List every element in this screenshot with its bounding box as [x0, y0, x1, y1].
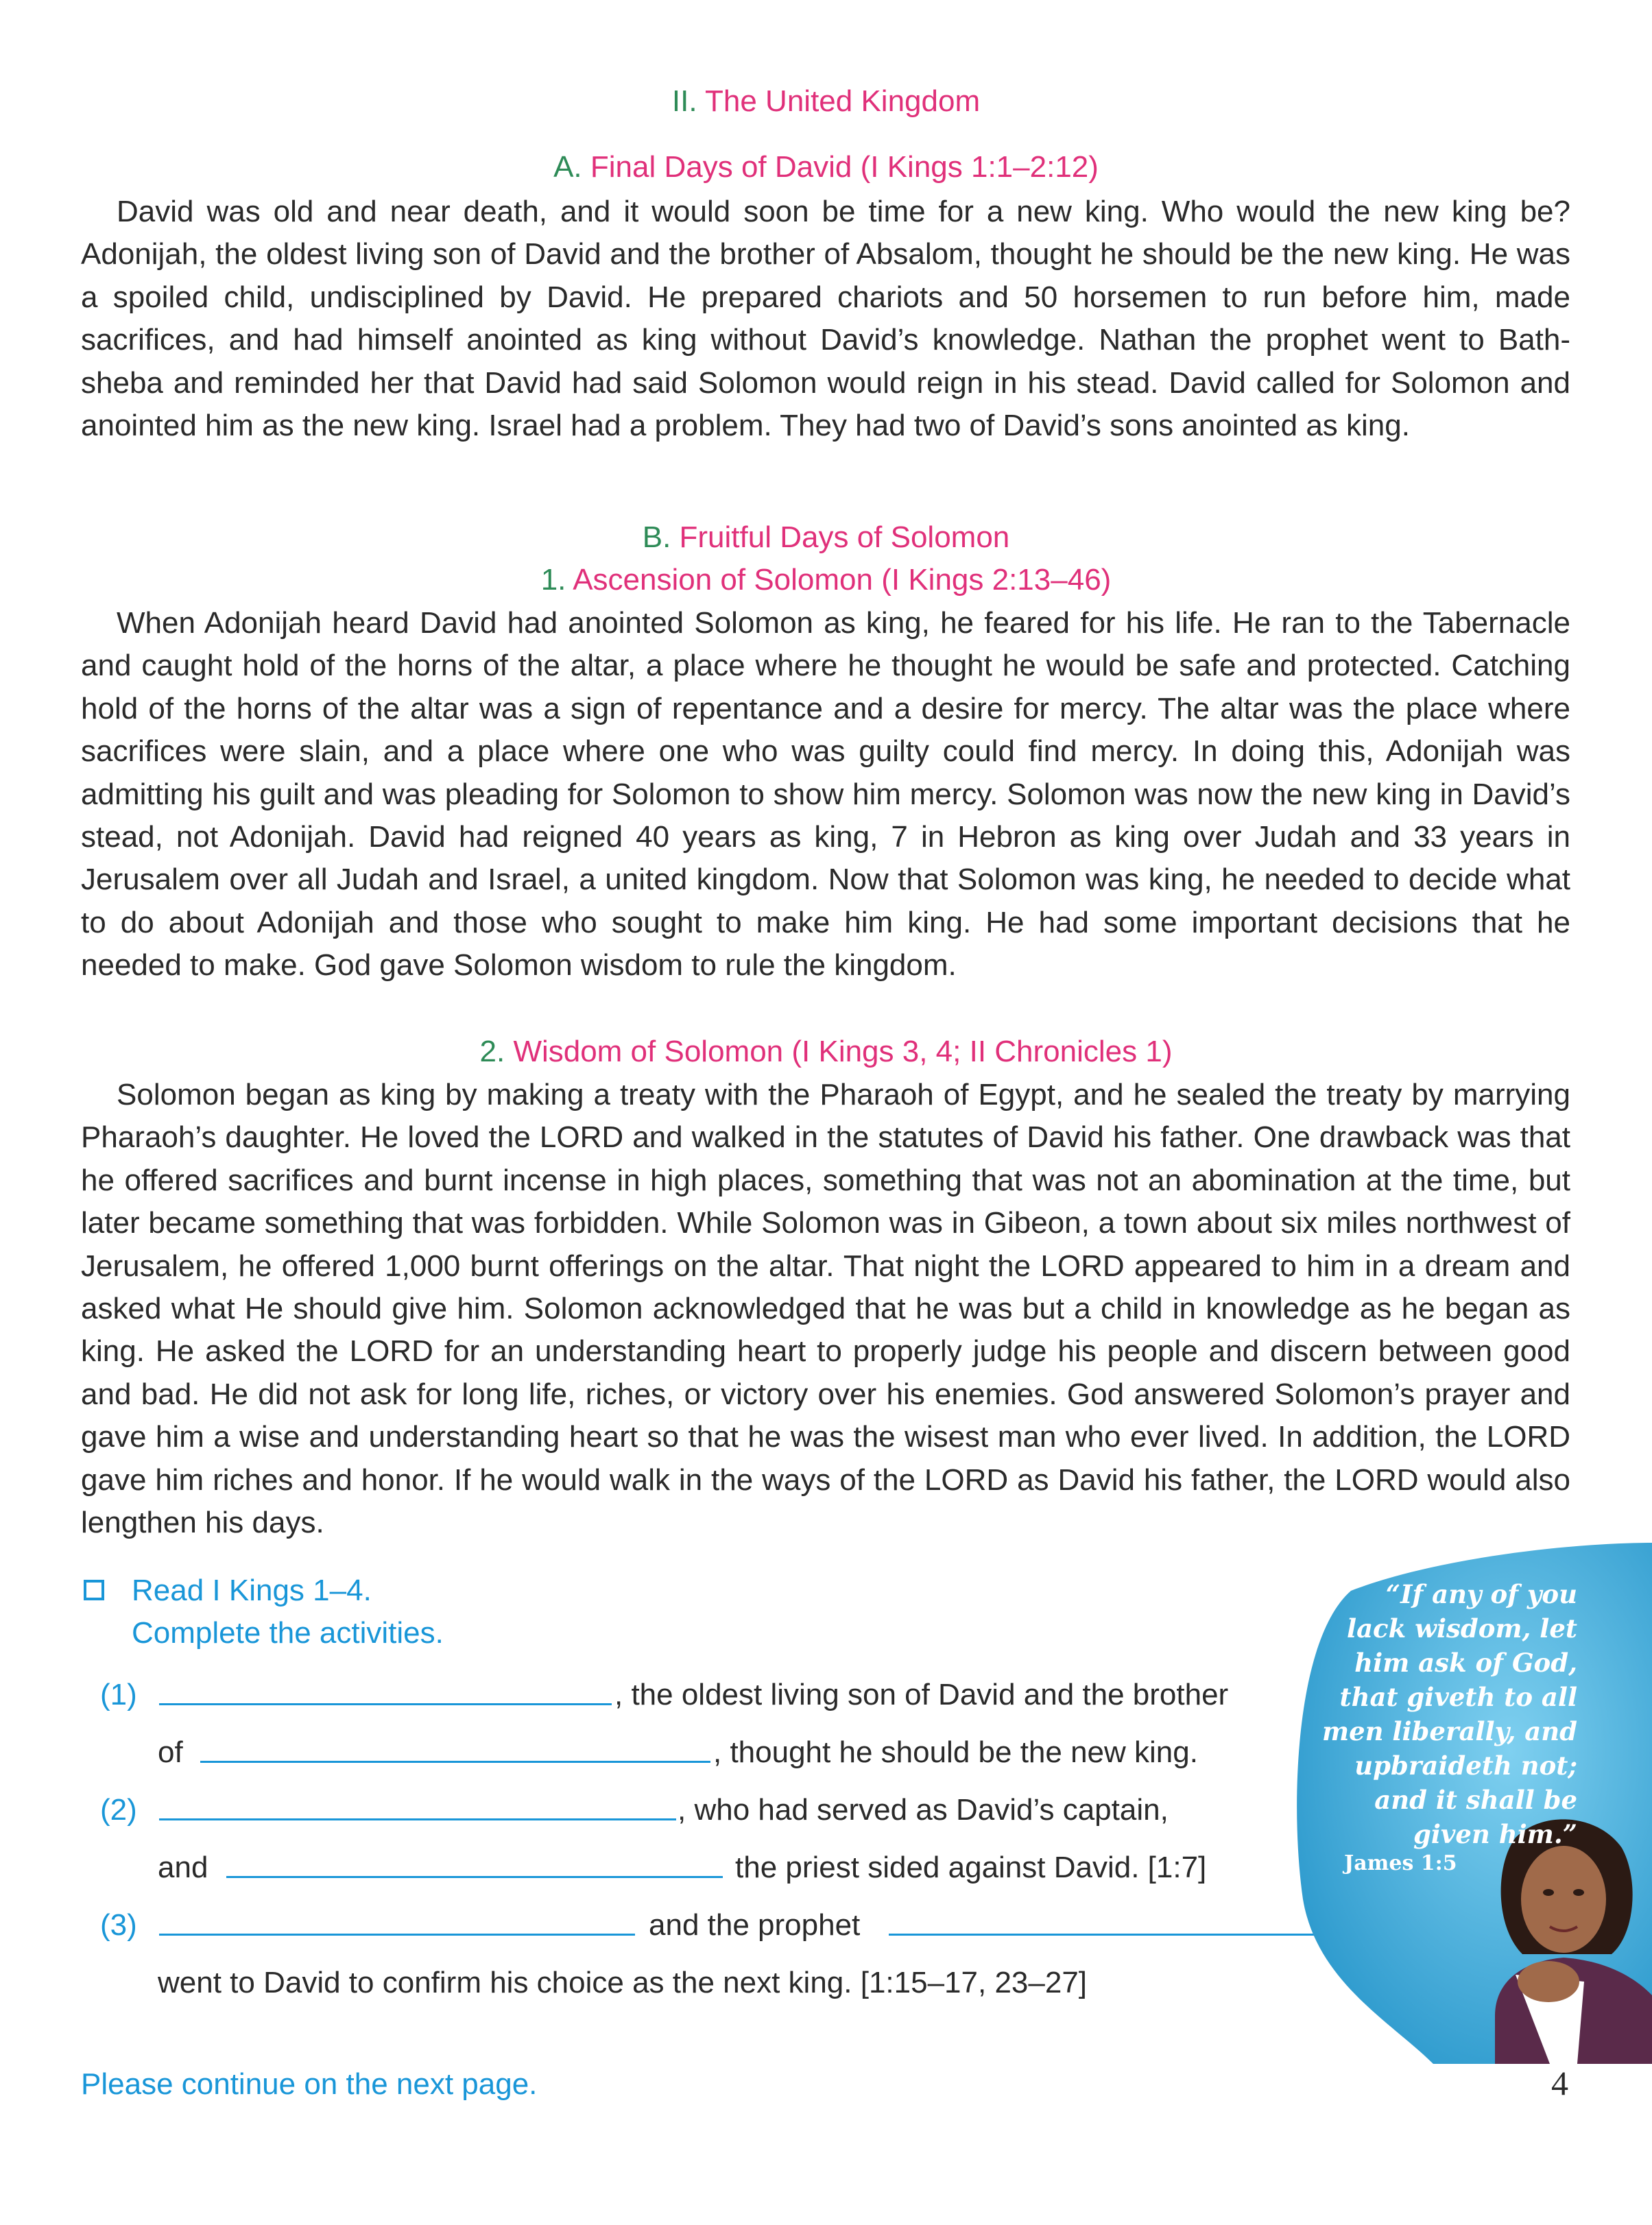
continue-note: Please continue on the next page.: [81, 2067, 538, 2101]
question-1-text-c: , thought he should be the new king.: [713, 1735, 1198, 1769]
complete-instruction: Complete the activities.: [132, 1616, 444, 1650]
quote-line: and it shall be: [1374, 1785, 1577, 1815]
question-2-number: (2): [100, 1793, 137, 1827]
quote-line: that giveth to all: [1339, 1682, 1577, 1712]
sub2-heading: [0, 1033, 1652, 1071]
quote-line: “If any of you: [1385, 1579, 1577, 1609]
read-instruction: Read I Kings 1–4.: [132, 1574, 372, 1607]
sub1-paragraph: When Adonijah heard David had anointed Solomon as king, he feared for his life. He ran to the Tabernacle and caught hold of the horns of the altar, a place where he thought he would be safe and protected. Catching hold of the horns of the altar was a sign of repentance and a desire for mercy. The altar was the place where sacrifices were slain, and a place where one who was guilty could find mercy. In doing this, Adonijah was admitting his guilt and was pleading for Solomon to show him mercy. Solomon was now the new king in David’s stead, not Adonijah. David had reigned 40 years as king, 7 in Hebron as king over Judah and 33 years in Jerusalem over all Judah and Israel, a united kingdom. Now that Solomon was king, he needed to decide what to do about Adonijah and those who sought to make him king. He had some important decisions that he needed to make. God gave Solomon wisdom to rule the kingdom.: [81, 606, 1570, 983]
quote-line: lack wisdom, let: [1347, 1613, 1577, 1644]
section-numeral: II.: [671, 84, 697, 118]
sub1-heading: [0, 561, 1652, 599]
quote-line: him ask of God,: [1354, 1648, 1577, 1678]
question-2-text-b: and: [158, 1851, 208, 1884]
part-a-paragraph: David was old and near death, and it would soon be time for a new king. Who would the new king be? Adonijah, the oldest living son of David and the brother of Absalom, thought he should be the new king. He was a spoiled child, undisciplined by David. He prepared chariots and 50 horsemen to run before him, made sacrifices, and had himself anointed as king without David’s knowledge. Nathan the prophet went to Bath-sheba and reminded her that David had said Solomon would reign in his stead. David called for Solomon and anointed him as the new king. Israel had a problem. They had two of David’s sons anointed as king.: [81, 195, 1570, 443]
sub2-title: Wisdom of Solomon (I Kings 3, 4; II Chronicles 1): [513, 1035, 1173, 1068]
quote-reference: James 1:5: [1344, 1851, 1457, 1875]
read-checkbox[interactable]: [84, 1580, 104, 1600]
question-1-text-a: , the oldest living son of David and the brother: [614, 1678, 1229, 1711]
part-b-letter: B.: [642, 520, 671, 554]
page-number: 4: [1551, 2064, 1568, 2102]
question-3-number: (3): [100, 1908, 137, 1942]
question-2-text-a: , who had served as David’s captain,: [678, 1793, 1169, 1827]
question-1-text-b: of: [158, 1735, 183, 1769]
part-b-heading: [0, 518, 1652, 557]
question-2-blank-b[interactable]: [226, 1876, 723, 1878]
sub2-paragraph: Solomon began as king by making a treaty with the Pharaoh of Egypt, and he sealed the treaty by marrying Pharaoh’s daughter. He loved the LORD and walked in the statutes of David his father. One drawback was that he offered sacrifices and burnt incense in high places, something that was not an abomination at the time, but later became something that was forbidden. While Solomon was in Gibeon, a town about six miles northwest of Jerusalem, he offered 1,000 burnt offerings on the altar. That night the LORD appeared to him in a dream and asked what He should give him. Solomon acknowledged that he was but a child in knowledge as he began as king. He asked the LORD for an understanding heart to properly judge his people and discern between good and bad. He did not ask for long life, riches, or victory over his enemies. God answered Solomon’s prayer and gave him a wise and understanding heart so that he was the wisest man who ever lived. In addition, the LORD gave him riches and honor. If he would walk in the ways of the LORD as David his father, the LORD would also lengthen his days.: [81, 1078, 1570, 1540]
quote-line: upbraideth not;: [1354, 1751, 1577, 1781]
question-2-blank-a[interactable]: [159, 1818, 676, 1820]
question-1-number: (1): [100, 1678, 137, 1711]
section-title: The United Kingdom: [705, 84, 981, 118]
part-a-title: Final Days of David (I Kings 1:1–2:12): [590, 150, 1099, 184]
question-1-blank-a[interactable]: [159, 1703, 612, 1705]
part-a-heading: [0, 148, 1652, 187]
sub1-title: Ascension of Solomon (I Kings 2:13–46): [573, 563, 1112, 597]
question-3-blank-a[interactable]: [159, 1934, 635, 1936]
quote-line: given him.”: [1413, 1819, 1577, 1849]
sub2-number: 2.: [479, 1035, 505, 1068]
part-b-title: Fruitful Days of Solomon: [679, 520, 1010, 554]
sub1-number: 1.: [540, 563, 566, 597]
question-3-text-b: went to David to confirm his choice as the next king. [1:15–17, 23–27]: [158, 1966, 1088, 1999]
quote-line: men liberally, and: [1321, 1716, 1577, 1746]
question-1-blank-b[interactable]: [200, 1761, 710, 1763]
quote-text: [1303, 1577, 1577, 1851]
section-heading: [0, 82, 1652, 121]
question-3-text-a: and the prophet: [649, 1908, 861, 1942]
question-2-text-c: the priest sided against David. [1:7]: [735, 1851, 1207, 1884]
part-a-letter: A.: [553, 150, 582, 184]
